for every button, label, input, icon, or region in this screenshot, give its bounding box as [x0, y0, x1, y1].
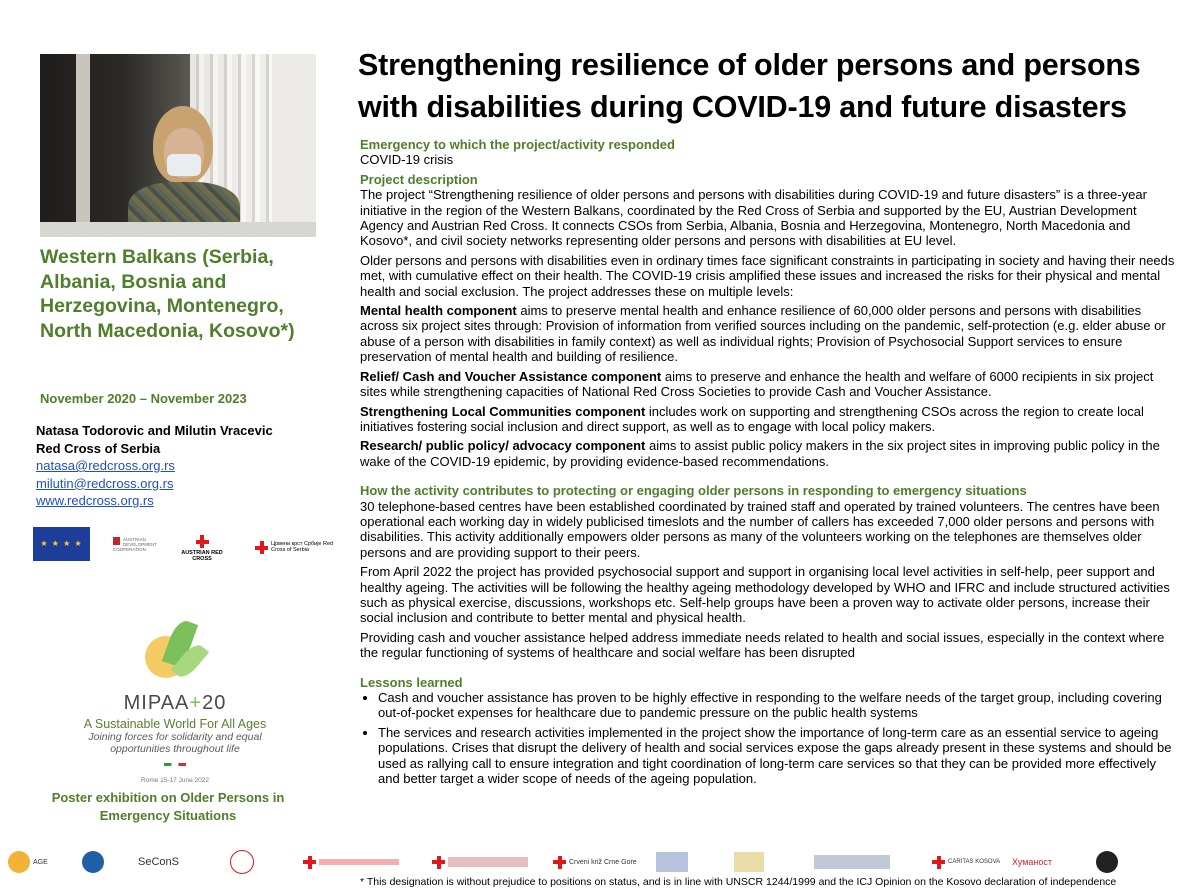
component-relief: Relief/ Cash and Voucher Assistance component aims to preserve and enhance the health and welfare of 6000 recipients in six project sites while strengthening capacities of National Red Cross Societies to provide Cash and Voucher Assistance. — [360, 368, 1154, 400]
partner-logos — [0, 846, 1190, 876]
funder-logos — [33, 527, 333, 563]
older-woman-photo — [40, 54, 316, 237]
ada-logo: AUSTRIAN DEVELOPMENT COOPERATION — [113, 537, 157, 552]
red-cross-serbia-logo: Црвени крст Србије Red Cross of Serbia — [255, 541, 335, 554]
main-content — [360, 136, 1178, 790]
red-cross-bih-logo — [432, 850, 528, 874]
humanost-logo: Хуманост — [1012, 857, 1052, 867]
mipaa-subtitle: A Sustainable World For All Ages — [83, 717, 267, 731]
description-paragraph-1: The project “Strengthening resilience of older persons and persons with disabilities during COVID-19 and future disasters” is a three-year initiative in the region of the Western Balkans, coordinated by the Red Cross of Serbia and supported by the EU, Austrian Development Agency and Austrian Red Cross. It connects CSOs from Serbia, Albania, Bosnia and Herzegovina, Montenegro, North Macedonia and Kosovo*, and civil society networks representing older persons and persons with disabilities at EU level. — [360, 187, 1147, 249]
contact-names: Natasa Todorovic and Milutin Vracevic — [36, 423, 273, 438]
exhibition-caption: Poster exhibition on Older Persons in Emergency Situations — [51, 790, 285, 823]
partner-logo-network — [814, 850, 890, 874]
email-link-milutin[interactable]: milutin@redcross.org.rs — [36, 475, 174, 491]
austrian-red-cross-logo: AUSTRIAN RED CROSS — [173, 535, 231, 562]
contact-org: Red Cross of Serbia — [36, 440, 161, 456]
red-cross-montenegro-logo: Crveni križ Crne Gore — [553, 850, 637, 874]
mipaa-tagline: Joining forces for solidarity and equal opportunities throughout life — [88, 731, 262, 755]
partner-globe-logo — [82, 850, 104, 874]
secons-logo: SeConS — [138, 856, 179, 868]
website-link[interactable]: www.redcross.org.rs — [36, 493, 154, 508]
mipaa-title: MIPAA+20 — [123, 692, 227, 714]
partner-logo-gold — [734, 850, 764, 874]
component-local-communities: Strengthening Local Communities component includes work on supporting and strengthening CSOs across the region to create local initiatives fostering social inclusion and direct support, as well as to engage with local policy makers. — [360, 403, 1144, 434]
contribution-paragraph-2: From April 2022 the project has provided psychosocial support and support in organising local level activities in self-help, peer support and healthy ageing. The activities will be following the healthy ageing methodology developed by WHO and IFRC and include structured activities such as physical exercise, discussions, workshops etc. Self-help groups have been a proven way to activate older persons, increase their social inclusion and contribute to better mental and physical health. — [360, 564, 1170, 626]
lesson-item: • The services and research activities implemented in the project show the importance of long-term care as an essential service to ageing populations. Crises that disrupt the delivery of health and social services expose the gaps already present in these systems and should be used as rallying call to ensure integration and tight coordination of long-term care services so that they can be provided more effectively and better target a wider scope of needs of the ageing population. — [378, 725, 1178, 787]
project-dates: November 2020 – November 2023 — [40, 391, 247, 406]
contact-block — [36, 422, 273, 510]
contribution-heading: How the activity contributes to protecting or engaging older persons in responding to emergency situations — [360, 483, 1027, 499]
poster-title: Strengthening resilience of older persons and persons with disabilities during COVID-19 and future disasters — [358, 48, 1141, 124]
mipaa-leaf-icon — [135, 612, 215, 692]
component-research: Research/ public policy/ advocacy component aims to assist public policy makers in the six project sites in improving public policy in the wake of the COVID-19 epidemic, by providing evidence-based recommendations. — [360, 438, 1160, 469]
component-mental-health: Mental health component aims to preserve mental health and enhance resilience of 60,000 older persons and persons with disabilities across six project sites through: Provision of information from verified sources including on the pandemic, self-protection (e.g. elder abuse or abuse of a person with disabilities in family context) as well as individual rights; Provision of Psychosocial Support services to ensure preservation of mental health and building of resilience. — [360, 303, 1166, 365]
lessons-heading: Lessons learned — [360, 674, 463, 690]
lesson-item: • Cash and voucher assistance has proven to be highly effective in responding to the welfare needs of the target group, including covering out-of-pocket expenses for healthcare due to pandemic pressure on the public health systems — [378, 690, 1178, 721]
italy-flag-icon — [164, 763, 186, 766]
mipaa-location: Rome 15-17 June 2022 — [141, 777, 209, 784]
eu-flag-logo: ★ ★ ★ ★ — [33, 527, 90, 561]
caritas-kosova-logo: CARITAS KOSOVA — [932, 850, 1000, 874]
red-cross-albania-logo — [303, 850, 399, 874]
left-column — [0, 0, 340, 891]
contribution-paragraph-3: Providing cash and voucher assistance helped address immediate needs related to health and social issues, especially in the context where the regular functioning of systems of healthcare and social welfare has been disrupted — [360, 629, 1165, 661]
mipaa-logo — [70, 612, 280, 784]
email-link-natasa[interactable]: natasa@redcross.org.rs — [36, 458, 175, 473]
partner-emblem-logo — [1096, 850, 1118, 874]
emergency-heading: Emergency to which the project/activity responded — [360, 137, 675, 152]
partner-logo-blue — [656, 850, 688, 874]
description-heading: Project description — [360, 171, 478, 187]
age-logo: AGE — [8, 850, 48, 874]
red-cross-seal-logo — [230, 850, 254, 874]
kosovo-footnote: * This designation is without prejudice to positions on status, and is in line with UNSCR 1244/1999 and the ICJ Opinion on the Kosovo declaration of independence — [360, 876, 1117, 888]
region-title: Western Balkans (Serbia, Albania, Bosnia and Herzegovina, Montenegro, North Macedonia, Kosovo*) — [40, 246, 295, 342]
lessons-list — [360, 690, 1178, 786]
emergency-text: COVID-19 crisis — [360, 152, 454, 168]
description-paragraph-2: Older persons and persons with disabilities even in ordinary times face significant constraints in participating in society and having their needs met, with cumulative effect on their health. The COVID-19 crisis amplified these issues and increased the risks for their physical and mental health and social exclusion. The project addresses these on multiple levels: — [360, 252, 1175, 299]
contribution-paragraph-1: 30 telephone-based centres have been established coordinated by trained staff and operated by trained volunteers. The centres have been operational each working day in widely publicised timeslots and the number of callers has exceeded 7,000 older persons and persons with disabilities. This activity additionally empowers older persons as many of the volunteers working on the telephones are themselves older persons and are providing support to their peers. — [360, 498, 1160, 560]
